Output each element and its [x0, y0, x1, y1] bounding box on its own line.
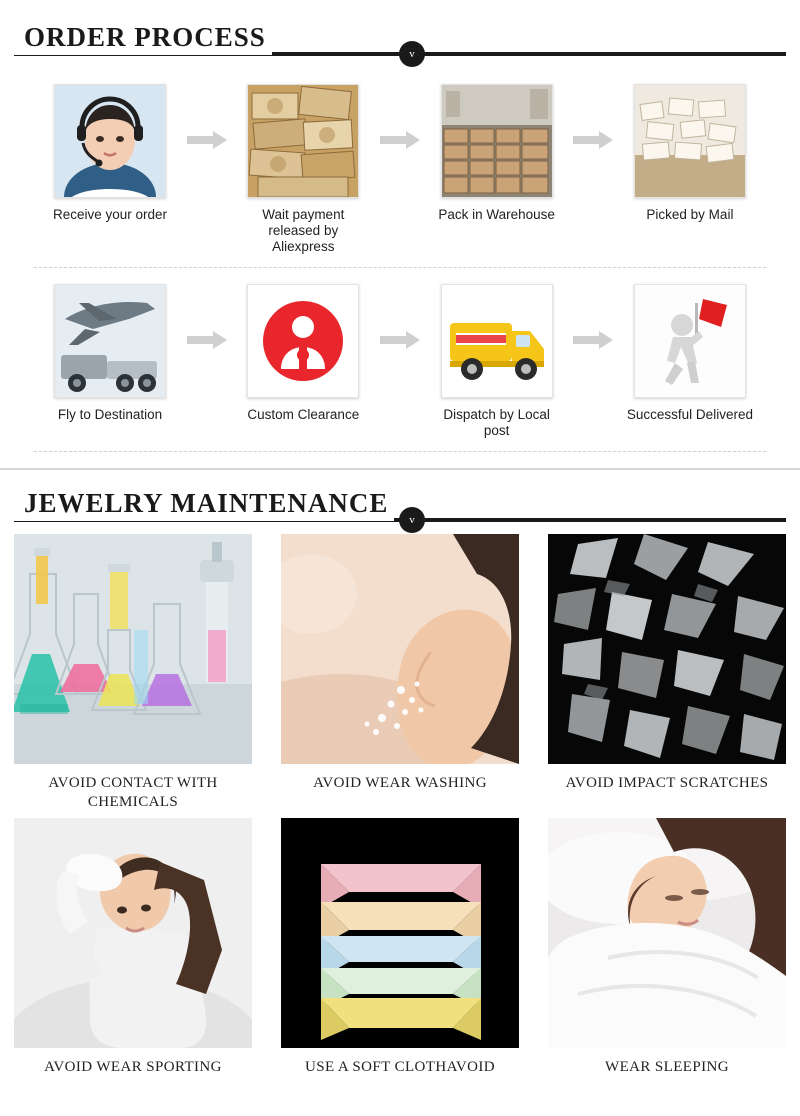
arrow-right-icon [185, 84, 229, 196]
maintenance-caption: WEAR SLEEPING [605, 1059, 729, 1075]
order-step-caption: Wait payment released by Aliexpress [262, 207, 345, 254]
order-process-badge: v [399, 41, 425, 67]
maintenance-cell-washing [281, 534, 519, 812]
order-step-caption: Receive your order [52, 207, 168, 222]
mail-parcels-photo [634, 84, 746, 198]
stacked-money-photo [247, 84, 359, 198]
maintenance-cell-sporting [14, 818, 252, 1077]
woman-bathing-photo [281, 534, 519, 764]
arrow-right-icon [378, 284, 422, 396]
order-step-customs [239, 284, 367, 423]
order-step-caption: Custom Clearance [247, 407, 360, 422]
maintenance-grid [0, 534, 800, 1083]
jewelry-maintenance-header [14, 488, 786, 534]
order-process-row-1 [0, 84, 800, 255]
arrow-right-icon [571, 84, 615, 196]
page-title-order-process: ORDER PROCESS [14, 22, 272, 55]
maintenance-caption: AVOID IMPACT SCRATCHES [565, 775, 769, 791]
maintenance-cell-soft-cloth [281, 818, 519, 1077]
maintenance-caption: AVOID CONTACT WITH CHEMICALS [48, 775, 218, 810]
woman-towel-sport-photo [14, 818, 252, 1048]
order-step-receive [46, 84, 174, 223]
maintenance-caption: AVOID WEAR SPORTING [44, 1059, 222, 1075]
row-divider [34, 267, 766, 268]
arrow-right-icon [185, 284, 229, 396]
row-divider [34, 451, 766, 452]
headset-operator-photo [54, 84, 166, 198]
maintenance-caption: USE A SOFT CLOTHAVOID [305, 1059, 495, 1075]
order-step-caption: Pack in Warehouse [438, 207, 555, 222]
order-step-picked [626, 84, 754, 223]
order-step-caption: Successful Delivered [626, 407, 753, 422]
maintenance-cell-scratches [548, 534, 786, 812]
order-step-caption: Fly to Destination [57, 407, 163, 422]
arrow-right-icon [571, 284, 615, 396]
delivery-van-icon [441, 284, 553, 398]
maintenance-caption: AVOID WEAR WASHING [313, 775, 487, 791]
maintenance-cell-sleeping [548, 818, 786, 1077]
order-step-fly [46, 284, 174, 423]
jewelry-maintenance-badge: v [399, 507, 425, 533]
order-step-dispatch [433, 284, 561, 439]
maintenance-cell-chemicals [14, 534, 252, 812]
page-title-jewelry-maintenance: JEWELRY MAINTENANCE [14, 488, 394, 521]
shattered-glass-photo [548, 534, 786, 764]
order-step-caption: Dispatch by Local post [443, 407, 550, 438]
order-process-row-2 [0, 284, 800, 439]
order-step-delivered [626, 284, 754, 423]
airplane-truck-photo [54, 284, 166, 398]
customs-officer-icon [247, 284, 359, 398]
woman-sleeping-photo [548, 818, 786, 1048]
arrow-right-icon [378, 84, 422, 196]
order-process-header [14, 22, 786, 68]
order-step-caption: Picked by Mail [646, 207, 734, 222]
polishing-cloths-photo [281, 818, 519, 1048]
order-step-pack [433, 84, 561, 223]
delivered-figure-icon [634, 284, 746, 398]
jewelry-maintenance-section [0, 470, 800, 1083]
laboratory-flasks-photo [14, 534, 252, 764]
order-step-payment [239, 84, 367, 255]
warehouse-boxes-photo [441, 84, 553, 198]
order-process-section [0, 0, 800, 470]
